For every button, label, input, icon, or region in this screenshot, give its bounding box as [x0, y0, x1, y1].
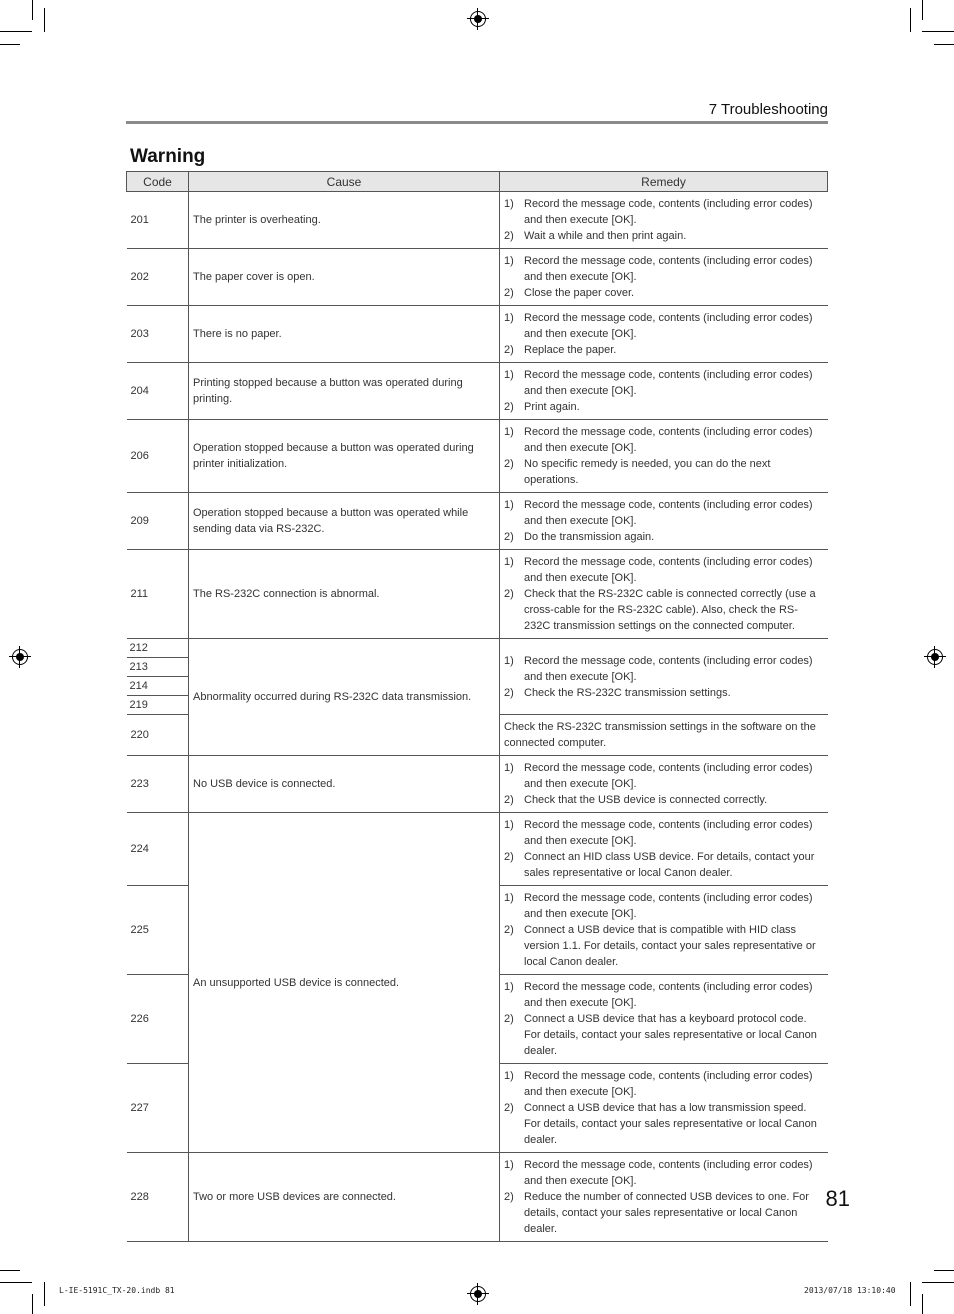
step-text: Record the message code, contents (including error codes) and then execute [OK]. — [524, 312, 813, 340]
crop-mark — [44, 8, 45, 32]
step-text: Connect a USB device that has a low transmission speed. For details, contact your sales representative or local Canon dealer. — [524, 1102, 817, 1146]
table-row — [127, 756, 828, 813]
step-text: Record the message code, contents (including error codes) and then execute [OK]. — [524, 369, 813, 397]
remedy-step — [504, 922, 824, 970]
crop-mark — [934, 1270, 954, 1271]
step-number: 2) — [504, 1191, 514, 1203]
running-head: 7 Troubleshooting — [708, 101, 828, 118]
step-text: Record the message code, contents (including error codes) and then execute [OK]. — [524, 556, 813, 584]
table-header-row — [127, 172, 828, 192]
code-cell: 214 — [127, 677, 189, 696]
cause-cell: Abnormality occurred during RS-232C data transmission. — [189, 639, 500, 756]
code-cell: 204 — [127, 363, 189, 420]
code-cell: 206 — [127, 420, 189, 493]
remedy-step — [504, 456, 824, 488]
step-number: 1) — [504, 819, 514, 831]
crop-mark — [934, 44, 954, 45]
remedy-cell — [500, 975, 828, 1064]
remedy-step — [504, 653, 824, 685]
step-text: Record the message code, contents (including error codes) and then execute [OK]. — [524, 981, 813, 1009]
section-title: Warning — [130, 146, 206, 167]
remedy-cell — [500, 192, 828, 249]
step-text: Check that the RS-232C cable is connected correctly (use a cross-cable for the RS-232C cable). Also, check the RS-232C transmission settings on the connected computer. — [524, 588, 816, 632]
remedy-cell — [500, 550, 828, 639]
step-text: Record the message code, contents (including error codes) and then execute [OK]. — [524, 1159, 813, 1187]
code-cell: 211 — [127, 550, 189, 639]
column-header-remedy: Remedy — [500, 172, 828, 192]
step-text: Close the paper cover. — [524, 287, 635, 299]
crop-mark — [32, 0, 33, 20]
step-number: 1) — [504, 654, 514, 667]
remedy-step — [504, 310, 824, 342]
cause-cell: Printing stopped because a button was operated during printing. — [189, 363, 500, 420]
cause-cell: Two or more USB devices are connected. — [189, 1153, 500, 1242]
remedy-step — [504, 554, 824, 586]
crop-mark — [0, 31, 32, 32]
step-text: Connect a USB device that has a keyboard protocol code. For details, contact your sales representative or local Canon dealer. — [524, 1013, 817, 1057]
step-number: 1) — [504, 426, 514, 438]
crop-mark — [910, 1282, 911, 1306]
step-number: 1) — [504, 499, 514, 511]
column-header-code: Code — [127, 172, 189, 192]
remedy-cell — [500, 813, 828, 886]
remedy-step — [504, 399, 824, 415]
remedy-cell — [500, 1064, 828, 1153]
code-cell: 227 — [127, 1064, 189, 1153]
step-text: Record the message code, contents (including error codes) and then execute [OK]. — [524, 654, 813, 683]
step-text: Record the message code, contents (including error codes) and then execute [OK]. — [524, 255, 813, 283]
remedy-step — [504, 497, 824, 529]
remedy-step — [504, 342, 824, 358]
step-number: 1) — [504, 198, 514, 210]
cause-cell: Operation stopped because a button was operated while sending data via RS-232C. — [189, 493, 500, 550]
cause-cell: Operation stopped because a button was operated during printer initialization. — [189, 420, 500, 493]
remedy-step — [504, 285, 824, 301]
code-cell: 213 — [127, 658, 189, 677]
step-text: Record the message code, contents (including error codes) and then execute [OK]. — [524, 1070, 813, 1098]
remedy-step — [504, 1068, 824, 1100]
remedy-step — [504, 586, 824, 634]
crop-mark — [32, 1294, 33, 1314]
code-cell: 201 — [127, 192, 189, 249]
crop-mark — [922, 31, 954, 32]
step-text: Record the message code, contents (including error codes) and then execute [OK]. — [524, 892, 813, 920]
registration-mark-icon — [470, 11, 486, 27]
remedy-cell — [500, 420, 828, 493]
step-text: Wait a while and then print again. — [524, 230, 687, 242]
remedy-cell: Check the RS-232C transmission settings in the software on the connected computer. — [500, 715, 828, 756]
code-cell: 226 — [127, 975, 189, 1064]
remedy-step — [504, 792, 824, 808]
step-number: 1) — [504, 312, 514, 324]
step-number: 1) — [504, 255, 514, 267]
step-number: 1) — [504, 556, 514, 568]
registration-mark-icon — [12, 649, 28, 665]
remedy-cell — [500, 306, 828, 363]
table-row — [127, 249, 828, 306]
remedy-step — [504, 1100, 824, 1148]
step-number: 2) — [504, 401, 514, 413]
remedy-cell — [500, 249, 828, 306]
remedy-step — [504, 685, 824, 701]
cause-cell: The paper cover is open. — [189, 249, 500, 306]
registration-mark-icon — [927, 649, 943, 665]
remedy-cell — [500, 493, 828, 550]
header-rule — [126, 121, 828, 124]
step-text: Connect a USB device that is compatible with HID class version 1.1. For details, contact your sales representative or local Canon dealer. — [524, 924, 816, 968]
remedy-step — [504, 529, 824, 545]
crop-mark — [922, 0, 923, 20]
page-number: 81 — [825, 1186, 850, 1211]
warning-code-table — [126, 171, 828, 1242]
table-row — [127, 363, 828, 420]
code-cell: 224 — [127, 813, 189, 886]
step-number: 2) — [504, 531, 514, 543]
step-number: 2) — [504, 458, 514, 470]
remedy-cell — [500, 1153, 828, 1242]
step-number: 2) — [504, 344, 514, 356]
step-number: 1) — [504, 762, 514, 774]
step-number: 1) — [504, 981, 514, 993]
step-number: 1) — [504, 1070, 514, 1082]
code-cell: 223 — [127, 756, 189, 813]
code-cell: 225 — [127, 886, 189, 975]
remedy-step — [504, 196, 824, 228]
remedy-step — [504, 817, 824, 849]
remedy-cell — [500, 639, 828, 715]
remedy-cell — [500, 363, 828, 420]
table-row — [127, 1153, 828, 1242]
table-row — [127, 813, 828, 886]
table-row — [127, 639, 828, 658]
step-number: 2) — [504, 287, 514, 299]
code-cell: 228 — [127, 1153, 189, 1242]
registration-mark-icon — [470, 1286, 486, 1302]
step-text: Reduce the number of connected USB devices to one. For details, contact your sales representative or local Canon dealer. — [524, 1191, 809, 1235]
step-number: 1) — [504, 1159, 514, 1171]
cause-cell: The RS-232C connection is abnormal. — [189, 550, 500, 639]
table-body — [127, 192, 828, 1242]
code-cell: 212 — [127, 639, 189, 658]
cause-cell: The printer is overheating. — [189, 192, 500, 249]
step-text: No specific remedy is needed, you can do the next operations. — [524, 458, 771, 486]
crop-mark — [910, 8, 911, 32]
table-row — [127, 192, 828, 249]
column-header-cause: Cause — [189, 172, 500, 192]
step-text: Record the message code, contents (including error codes) and then execute [OK]. — [524, 499, 813, 527]
step-text: Connect an HID class USB device. For details, contact your sales representative or local Canon dealer. — [524, 851, 815, 879]
remedy-cell — [500, 756, 828, 813]
step-number: 2) — [504, 1013, 514, 1025]
step-number: 2) — [504, 1102, 514, 1114]
remedy-step — [504, 253, 824, 285]
table-row — [127, 420, 828, 493]
file-slug: L-IE-5191C_TX-20.indb 81 — [59, 1286, 175, 1295]
date-slug: 2013/07/18 13:10:40 — [804, 1286, 896, 1295]
step-number: 1) — [504, 892, 514, 904]
remedy-step — [504, 228, 824, 244]
step-number: 2) — [504, 851, 514, 863]
remedy-step — [504, 1189, 824, 1237]
step-number: 1) — [504, 369, 514, 381]
step-number: 2) — [504, 686, 514, 699]
code-cell: 219 — [127, 696, 189, 715]
cause-cell: There is no paper. — [189, 306, 500, 363]
step-text: Record the message code, contents (including error codes) and then execute [OK]. — [524, 198, 813, 226]
step-text: Do the transmission again. — [524, 531, 655, 543]
remedy-step — [504, 1011, 824, 1059]
cause-cell: No USB device is connected. — [189, 756, 500, 813]
remedy-step — [504, 424, 824, 456]
step-number: 2) — [504, 588, 514, 600]
crop-mark — [0, 44, 20, 45]
table-row — [127, 550, 828, 639]
code-cell: 203 — [127, 306, 189, 363]
crop-mark — [44, 1282, 45, 1306]
cause-cell: An unsupported USB device is connected. — [189, 813, 500, 1153]
step-text: Print again. — [524, 401, 580, 413]
step-number: 2) — [504, 230, 514, 242]
remedy-step — [504, 760, 824, 792]
step-text: Record the message code, contents (including error codes) and then execute [OK]. — [524, 426, 813, 454]
remedy-step — [504, 890, 824, 922]
table-row — [127, 493, 828, 550]
step-text: Check the RS-232C transmission settings. — [524, 686, 731, 699]
remedy-step — [504, 1157, 824, 1189]
remedy-step — [504, 367, 824, 399]
remedy-step — [504, 849, 824, 881]
step-text: Record the message code, contents (including error codes) and then execute [OK]. — [524, 819, 813, 847]
remedy-step — [504, 979, 824, 1011]
remedy-cell — [500, 886, 828, 975]
step-number: 2) — [504, 794, 514, 806]
crop-mark — [0, 1282, 32, 1283]
crop-mark — [922, 1282, 954, 1283]
step-text: Replace the paper. — [524, 344, 617, 356]
crop-mark — [922, 1294, 923, 1314]
step-text: Check that the USB device is connected correctly. — [524, 794, 768, 806]
code-cell: 209 — [127, 493, 189, 550]
code-cell: 220 — [127, 715, 189, 756]
step-number: 2) — [504, 924, 514, 936]
table-row — [127, 306, 828, 363]
code-cell: 202 — [127, 249, 189, 306]
crop-mark — [0, 1270, 20, 1271]
step-text: Record the message code, contents (including error codes) and then execute [OK]. — [524, 762, 813, 790]
